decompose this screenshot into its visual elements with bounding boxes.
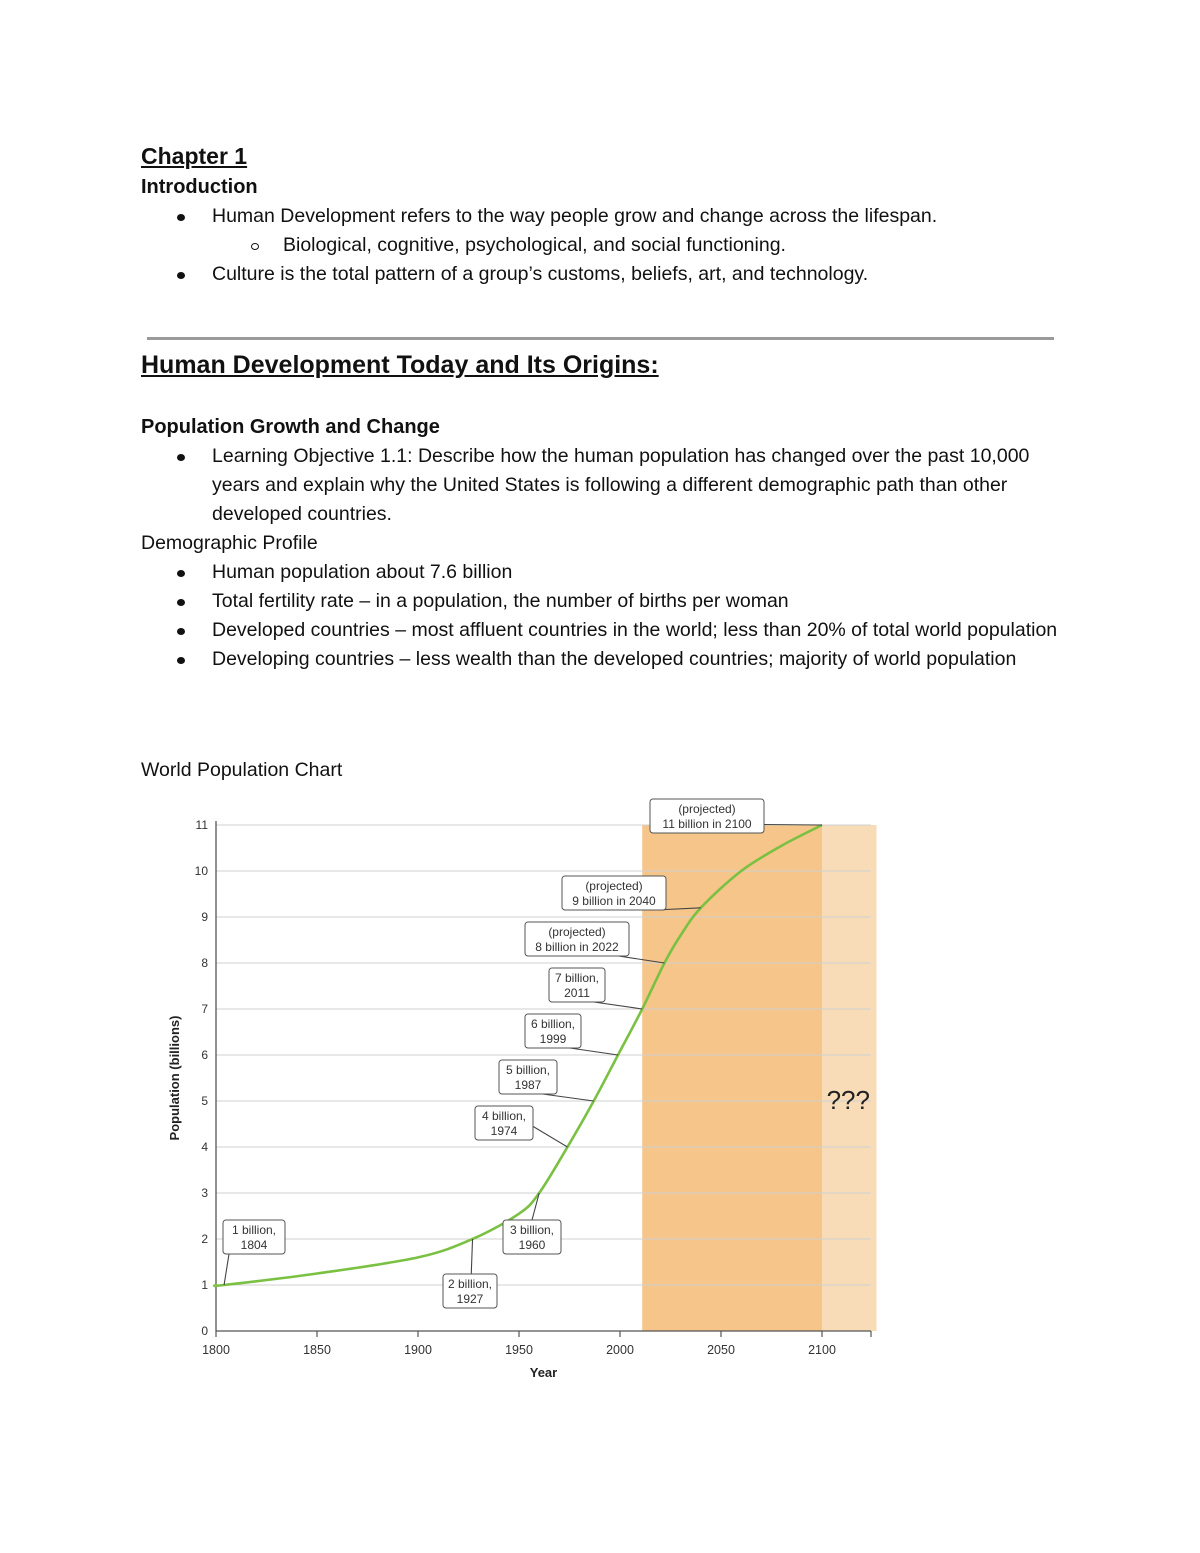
annotation-leader [224, 1254, 229, 1285]
x-tick-label: 2000 [606, 1343, 634, 1357]
list-item: Developed countries – most affluent countries in the world; less than 20% of total world population [141, 616, 1061, 645]
x-tick-label: 1850 [303, 1343, 331, 1357]
annotation-label: 1960 [518, 1238, 546, 1252]
chart-caption: World Population Chart [141, 759, 343, 781]
projection-shade [642, 825, 822, 1331]
list-item: Developing countries – less wealth than the developed countries; majority of world population [141, 645, 1061, 674]
population-section [141, 412, 1061, 674]
y-tick-label: 3 [201, 1186, 208, 1200]
section-divider [147, 337, 1054, 340]
y-tick-label: 6 [201, 1048, 208, 1062]
annotation-label: 2011 [564, 986, 590, 1000]
annotation-leader [543, 1094, 594, 1101]
annotation-label: 1804 [240, 1238, 268, 1252]
annotation-leader [594, 1002, 642, 1009]
annotation-label: 3 billion, [509, 1223, 555, 1237]
annotation-label: 11 billion in 2100 [662, 817, 752, 831]
learning-objective: Learning Objective 1.1: Describe how the human population has changed over the past 10,000 years and explain why the United States is following a different demographic path than other developed countries. [141, 442, 1061, 529]
annotation-label: 9 billion in 2040 [572, 894, 656, 908]
x-tick-label: 2050 [707, 1343, 735, 1357]
population-subheading: Population Growth and Change [141, 416, 440, 438]
introduction-heading: Introduction [141, 176, 258, 198]
y-tick-label: 9 [201, 910, 208, 924]
y-tick-label: 4 [201, 1140, 208, 1154]
annotation-label: 5 billion, [505, 1063, 551, 1077]
population-chart [141, 790, 886, 1395]
annotation-label: (projected) [678, 802, 736, 816]
annotation-leader [764, 825, 822, 826]
annotation-label: 7 billion, [554, 971, 600, 985]
unknown-future-label: ??? [826, 1085, 870, 1115]
x-axis-label: Year [529, 1365, 558, 1380]
annotation-label: 1999 [539, 1032, 567, 1046]
objective-list [141, 442, 1061, 529]
y-tick-label: 1 [201, 1278, 208, 1292]
annotation-label: 1974 [490, 1124, 518, 1138]
annotation-label: 1 billion, [231, 1223, 277, 1237]
chapter-title: Chapter 1 [141, 143, 248, 169]
y-tick-label: 8 [201, 956, 208, 970]
list-item: Human Development refers to the way people grow and change across the lifespan. [141, 202, 1061, 231]
y-axis-label: Population (billions) [167, 1015, 182, 1141]
list-item: Human population about 7.6 billion [141, 558, 1061, 587]
annotation-label: (projected) [585, 879, 643, 893]
section-title: Human Development Today and Its Origins: [141, 351, 659, 379]
y-tick-label: 11 [195, 818, 208, 832]
intro-bullet-list [141, 202, 1061, 289]
annotation-label: 1927 [456, 1292, 484, 1306]
list-item: Culture is the total pattern of a group’s customs, beliefs, art, and technology. [141, 260, 1061, 289]
list-item: Total fertility rate – in a population, the number of births per woman [141, 587, 1061, 616]
chapter-block [141, 140, 1061, 289]
x-tick-label: 1800 [202, 1343, 230, 1357]
y-tick-label: 10 [194, 864, 208, 878]
annotation-label: 6 billion, [530, 1017, 576, 1031]
annotation-label: (projected) [548, 925, 606, 939]
annotation-leader [570, 1048, 618, 1055]
annotation-label: 1987 [514, 1078, 542, 1092]
y-tick-label: 5 [201, 1094, 208, 1108]
x-tick-label: 1950 [505, 1343, 533, 1357]
y-tick-label: 7 [201, 1002, 208, 1016]
list-item: Biological, cognitive, psychological, and social functioning. [141, 231, 1061, 260]
demographic-profile-label: Demographic Profile [141, 532, 318, 554]
annotation-label: 2 billion, [447, 1277, 493, 1291]
x-tick-label: 2100 [808, 1343, 836, 1357]
x-tick-label: 1900 [404, 1343, 432, 1357]
annotation-label: 4 billion, [481, 1109, 527, 1123]
annotation-label: 8 billion in 2022 [535, 940, 619, 954]
demographic-bullet-list [141, 558, 1061, 674]
population-chart-svg [141, 790, 886, 1390]
annotation-leader [533, 1126, 567, 1147]
unknown-shade [822, 825, 877, 1331]
y-tick-label: 2 [201, 1232, 208, 1246]
y-tick-label: 0 [201, 1324, 208, 1338]
